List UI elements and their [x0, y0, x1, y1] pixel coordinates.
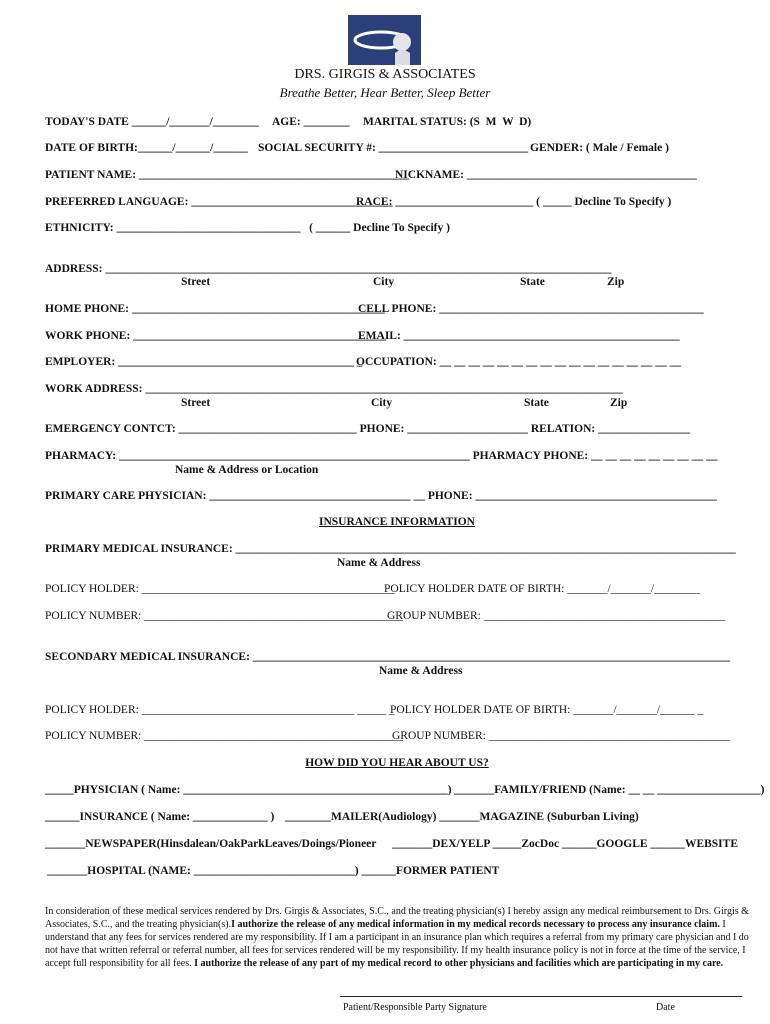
- race-field[interactable]: RACE: ________________________ ( _____ Decline To Specify ): [356, 196, 672, 208]
- nickname-field[interactable]: NICKNAME: ________________________________________: [395, 169, 697, 181]
- pharmacy-sub-label: Name & Address or Location: [175, 464, 319, 476]
- todays-date-field[interactable]: TODAY'S DATE ______/_______/________: [45, 116, 259, 128]
- work-address-field[interactable]: WORK ADDRESS: ___________________________________________________________________________________: [45, 383, 623, 395]
- primary-care-physician-field[interactable]: PRIMARY CARE PHYSICIAN: ___________________________________ __ PHONE: __________________________________________: [45, 490, 717, 502]
- referral-section-heading: HOW DID YOU HEAR ABOUT US?: [305, 757, 489, 769]
- ethnicity-field[interactable]: ETHNICITY: ________________________________ ( ______ Decline To Specify ): [45, 222, 450, 234]
- cell-phone-field[interactable]: CELL PHONE: ______________________________________________: [358, 303, 704, 315]
- referral-mailer-magazine-option[interactable]: ________MAILER(Audiology) _______MAGAZINE (Suburban Living): [285, 811, 639, 823]
- referral-hospital-option[interactable]: _______HOSPITAL (NAME: ____________________________) ______FORMER PATIENT: [47, 865, 500, 877]
- patient-name-field[interactable]: PATIENT NAME: _______________________________________________: [45, 169, 410, 181]
- email-field[interactable]: EMAIL: ________________________________________________: [358, 330, 680, 342]
- age-field[interactable]: AGE: ________: [272, 116, 350, 128]
- consent-text-1: In consideration of these medical services rendered by Drs. Girgis & Associates, S.C., and the treating physician(s) I hereby assign any medical reimbursement to Drs. Girgis & Associates, S.C., and the treating physician(s).: [45, 906, 749, 930]
- marital-status-field[interactable]: MARITAL STATUS: (S M W D): [363, 116, 532, 128]
- secondary-policy-holder-field[interactable]: POLICY HOLDER: _____________________________________ _____ _: [45, 704, 395, 716]
- primary-insurance-sub-label: Name & Address: [337, 557, 421, 569]
- group-number-field[interactable]: GROUP NUMBER: __________________________________________: [387, 610, 726, 622]
- referral-online-options[interactable]: _______DEX/YELP _____ZocDoc ______GOOGLE ______WEBSITE: [392, 838, 738, 850]
- policy-number-field[interactable]: POLICY NUMBER: _____________________________________________: [45, 610, 403, 622]
- work-address-city-label: City: [371, 397, 393, 409]
- referral-insurance-option[interactable]: ______INSURANCE ( Name: _____________ ): [45, 811, 275, 823]
- secondary-insurance-field[interactable]: SECONDARY MEDICAL INSURANCE: ___________________________________________________________________________________: [45, 651, 731, 663]
- employer-field[interactable]: EMPLOYER: _________________________________________ _: [45, 356, 363, 368]
- work-phone-field[interactable]: WORK PHONE: ____________________________________________: [45, 330, 387, 342]
- signature-line[interactable]: [340, 996, 742, 997]
- work-address-zip-label: Zip: [610, 397, 628, 409]
- referral-newspaper-option[interactable]: _______NEWSPAPER(Hinsdalean/OakParkLeaves/Doings/Pioneer: [45, 838, 377, 850]
- occupation-field[interactable]: OCCUPATION: __ __ __ __ __ __ __ __ __ __ __ __ __ __ __ __ __: [356, 356, 682, 368]
- practice-name: DRS. GIRGIS & ASSOCIATES: [294, 67, 476, 82]
- work-address-state-label: State: [524, 397, 549, 409]
- secondary-policy-holder-dob-field[interactable]: POLICY HOLDER DATE OF BIRTH: _______/_______/______ _: [390, 704, 704, 716]
- practice-logo: [348, 15, 421, 65]
- home-phone-field[interactable]: HOME PHONE: ____________________________________________: [45, 303, 385, 315]
- ssn-field[interactable]: SOCIAL SECURITY #: __________________________: [258, 142, 529, 154]
- signature-date-label: Date: [656, 1002, 675, 1013]
- secondary-group-number-field[interactable]: GROUP NUMBER: __________________________________________: [392, 730, 731, 742]
- address-state-label: State: [520, 276, 545, 288]
- signature-label: Patient/Responsible Party Signature: [343, 1002, 487, 1013]
- practice-tagline: Breathe Better, Hear Better, Sleep Better: [279, 85, 491, 100]
- emergency-contact-field[interactable]: EMERGENCY CONTCT: _______________________________ PHONE: _____________________ RELATION: ________________: [45, 423, 691, 435]
- consent-bold-2: I authorize the release of any part of my medical record to other physicians and facilities which are participating in my care.: [194, 958, 724, 969]
- preferred-language-field[interactable]: PREFERRED LANGUAGE: ___________________________________: [45, 196, 393, 208]
- secondary-insurance-sub-label: Name & Address: [379, 665, 463, 677]
- insurance-section-heading: INSURANCE INFORMATION: [318, 516, 475, 528]
- address-city-label: City: [373, 276, 395, 288]
- referral-family-friend-option[interactable]: _______FAMILY/FRIEND (Name: __ __ __________________): [454, 784, 765, 796]
- policy-holder-dob-field[interactable]: POLICY HOLDER DATE OF BIRTH: _______/_______/________: [384, 583, 701, 595]
- pharmacy-field[interactable]: PHARMACY: _____________________________________________________________ PHARMACY PHONE: __ __ __ __ __ __ __ __ __: [45, 450, 718, 462]
- work-address-street-label: Street: [181, 397, 211, 409]
- referral-physician-option[interactable]: _____PHYSICIAN ( Name: ______________________________________________): [45, 784, 452, 796]
- primary-insurance-field[interactable]: PRIMARY MEDICAL INSURANCE: _______________________________________________________________________________________: [45, 543, 736, 555]
- consent-paragraph: [45, 905, 753, 970]
- address-street-label: Street: [181, 276, 211, 288]
- policy-holder-field[interactable]: POLICY HOLDER: ____________________________________________: [45, 583, 395, 595]
- address-zip-label: Zip: [607, 276, 625, 288]
- gender-field[interactable]: GENDER: ( Male / Female ): [530, 142, 669, 154]
- address-field[interactable]: ADDRESS: ________________________________________________________________________________________: [45, 263, 612, 275]
- secondary-policy-number-field[interactable]: POLICY NUMBER: _____________________________________________: [45, 730, 403, 742]
- dob-field[interactable]: DATE OF BIRTH:______/______/______: [45, 142, 248, 154]
- consent-bold-1: I authorize the release of any medical information in my medical records necessary to process any insurance claim.: [231, 919, 720, 930]
- consent-text-2: I understand that any fees for services rendered are my responsibility. If I am a participant in an insurance plan which requires a referral from my primary care physician and I do not have that written referral or referral number, all fees for services rendered will be my responsibility. If my health insurance policy is not in force at the time of the service, I accept full responsibility for all fees.: [45, 919, 749, 969]
